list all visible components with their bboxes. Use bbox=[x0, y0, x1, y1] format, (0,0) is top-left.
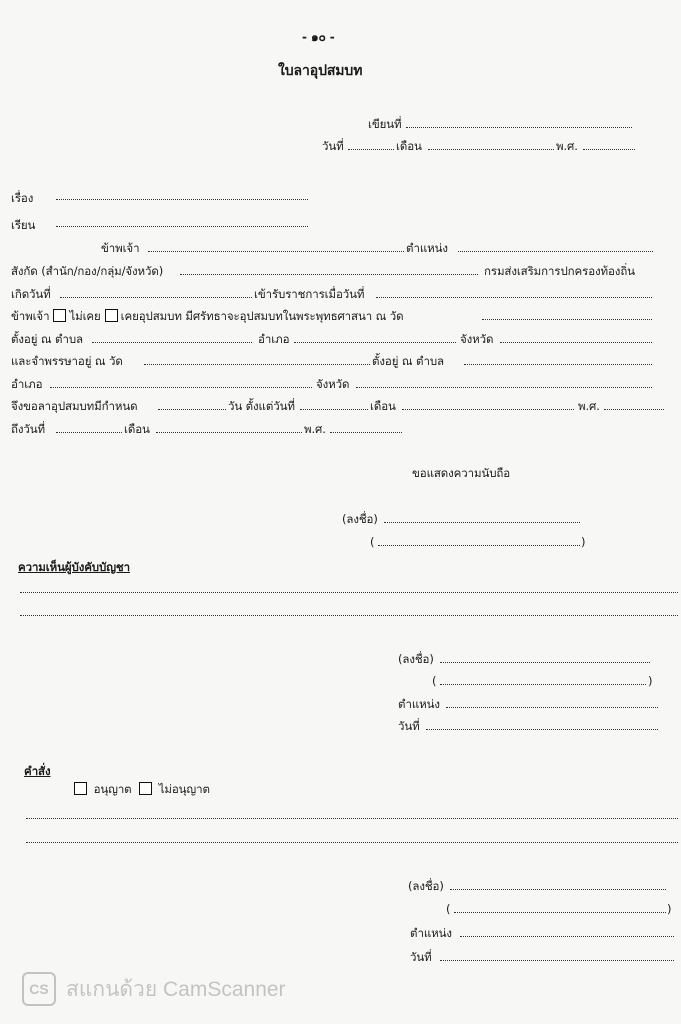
camscanner-watermark bbox=[22, 972, 286, 1006]
order-line-1[interactable] bbox=[26, 818, 678, 819]
approve-label: อนุญาต bbox=[93, 782, 132, 796]
end-year-label: พ.ศ. bbox=[304, 422, 326, 436]
district-label-2: อำเภอ bbox=[11, 377, 43, 391]
supervisor-paren-close: ) bbox=[648, 674, 653, 688]
start-year-field[interactable] bbox=[604, 409, 664, 410]
position-label: ตำแหน่ง bbox=[406, 241, 448, 255]
district-label: อำเภอ bbox=[258, 332, 290, 346]
written-at-label: เขียนที่ bbox=[368, 117, 402, 131]
birth-date-field[interactable] bbox=[60, 297, 252, 298]
start-month-field[interactable] bbox=[402, 409, 574, 410]
never-label: ไม่เคย bbox=[69, 309, 101, 323]
province-field-2[interactable] bbox=[356, 387, 652, 388]
entered-service-field[interactable] bbox=[376, 297, 652, 298]
temple-field[interactable] bbox=[482, 319, 652, 320]
end-day-field[interactable] bbox=[56, 432, 122, 433]
duration-field[interactable] bbox=[158, 409, 226, 410]
subdistrict-field[interactable] bbox=[92, 342, 252, 343]
camscanner-logo-icon: CS bbox=[22, 972, 56, 1006]
located-at-label-2: ตั้งอยู่ ณ ตำบล bbox=[372, 354, 444, 368]
start-month-label: เดือน bbox=[370, 399, 396, 413]
position-field[interactable] bbox=[458, 251, 653, 252]
subdistrict-field-2[interactable] bbox=[464, 364, 652, 365]
order-options bbox=[70, 782, 210, 796]
deny-label: ไม่อนุญาต bbox=[158, 782, 210, 796]
closing-text: ขอแสดงความนับถือ bbox=[412, 466, 511, 480]
end-month-field[interactable] bbox=[156, 432, 302, 433]
camscanner-text: สแกนด้วย CamScanner bbox=[66, 977, 286, 1001]
district-field[interactable] bbox=[294, 342, 456, 343]
province-label: จังหวัด bbox=[460, 332, 494, 346]
i-label-2: ข้าพเจ้า bbox=[11, 309, 50, 323]
written-at-field[interactable] bbox=[406, 127, 632, 128]
date-day-field[interactable] bbox=[348, 149, 394, 150]
until-label: ถึงวันที่ bbox=[11, 422, 45, 436]
applicant-signature-label: (ลงชื่อ) bbox=[342, 512, 378, 526]
deny-checkbox[interactable] bbox=[139, 782, 152, 795]
days-from-label: วัน ตั้งแต่วันที่ bbox=[228, 399, 295, 413]
department-text: กรมส่งเสริมการปกครองท้องถิ่น bbox=[484, 264, 635, 278]
date-year-label: พ.ศ. bbox=[556, 139, 578, 153]
district-field-2[interactable] bbox=[50, 387, 312, 388]
supervisor-paren-open: ( bbox=[432, 674, 437, 688]
supervisor-opinion-line-2[interactable] bbox=[20, 615, 678, 616]
request-label: จึงขอลาอุปสมบทมีกำหนด bbox=[11, 399, 138, 413]
affiliation-field[interactable] bbox=[180, 274, 478, 275]
supervisor-signature-field[interactable] bbox=[440, 662, 650, 663]
end-year-field[interactable] bbox=[330, 432, 402, 433]
order-heading: คำสั่ง bbox=[24, 764, 51, 778]
supervisor-date-label: วันที่ bbox=[398, 719, 420, 733]
order-line-2[interactable] bbox=[26, 842, 678, 843]
order-position-label: ตำแหน่ง bbox=[410, 926, 452, 940]
i-label: ข้าพเจ้า bbox=[101, 241, 140, 255]
order-date-field[interactable] bbox=[440, 960, 674, 961]
birth-date-label: เกิดวันที่ bbox=[11, 287, 51, 301]
order-date-label: วันที่ bbox=[410, 950, 432, 964]
ever-label: เคยอุปสมบท มีศรัทธาจะอุปสมบทในพระพุทธศาสนา ณ วัด bbox=[120, 309, 404, 323]
supervisor-signature-label: (ลงชื่อ) bbox=[398, 652, 434, 666]
subject-label: เรื่อง bbox=[11, 191, 34, 205]
order-signature-label: (ลงชื่อ) bbox=[408, 879, 444, 893]
to-field[interactable] bbox=[56, 226, 308, 227]
applicant-signature-field[interactable] bbox=[384, 522, 580, 523]
supervisor-heading: ความเห็นผู้บังคับบัญชา bbox=[18, 560, 130, 574]
form-title: ใบลาอุปสมบท bbox=[278, 63, 363, 79]
page-number: - ๑๐ - bbox=[302, 30, 335, 44]
reside-label: และจำพรรษาอยู่ ณ วัด bbox=[11, 354, 123, 368]
start-day-field[interactable] bbox=[300, 409, 368, 410]
supervisor-position-label: ตำแหน่ง bbox=[398, 697, 440, 711]
end-month-label: เดือน bbox=[124, 422, 150, 436]
order-signature-field[interactable] bbox=[450, 889, 666, 890]
entered-service-label: เข้ารับราชการเมื่อวันที่ bbox=[254, 287, 365, 301]
name-field[interactable] bbox=[148, 251, 404, 252]
order-paren-open: ( bbox=[446, 902, 451, 916]
applicant-name-field[interactable] bbox=[378, 545, 580, 546]
affiliation-label: สังกัด (สำนัก/กอง/กลุ่ม/จังหวัด) bbox=[11, 264, 164, 278]
approve-checkbox[interactable] bbox=[74, 782, 87, 795]
order-paren-close: ) bbox=[667, 902, 672, 916]
reside-temple-field[interactable] bbox=[144, 364, 370, 365]
located-at-label: ตั้งอยู่ ณ ตำบล bbox=[11, 332, 83, 346]
start-year-label: พ.ศ. bbox=[578, 399, 600, 413]
to-label: เรียน bbox=[11, 218, 36, 232]
applicant-paren-open: ( bbox=[370, 535, 375, 549]
supervisor-opinion-line-1[interactable] bbox=[20, 592, 678, 593]
date-year-field[interactable] bbox=[583, 149, 635, 150]
province-field[interactable] bbox=[500, 342, 652, 343]
supervisor-date-field[interactable] bbox=[426, 729, 658, 730]
ever-checkbox[interactable] bbox=[105, 309, 118, 322]
supervisor-name-field[interactable] bbox=[440, 684, 646, 685]
subject-field[interactable] bbox=[56, 199, 308, 200]
supervisor-position-field[interactable] bbox=[446, 707, 658, 708]
ordination-status-line bbox=[11, 309, 403, 323]
date-label: วันที่ bbox=[322, 139, 344, 153]
order-name-field[interactable] bbox=[454, 912, 666, 913]
date-month-label: เดือน bbox=[396, 139, 422, 153]
province-label-2: จังหวัด bbox=[316, 377, 350, 391]
order-position-field[interactable] bbox=[460, 936, 674, 937]
never-checkbox[interactable] bbox=[53, 309, 66, 322]
applicant-paren-close: ) bbox=[581, 535, 586, 549]
date-month-field[interactable] bbox=[428, 149, 554, 150]
